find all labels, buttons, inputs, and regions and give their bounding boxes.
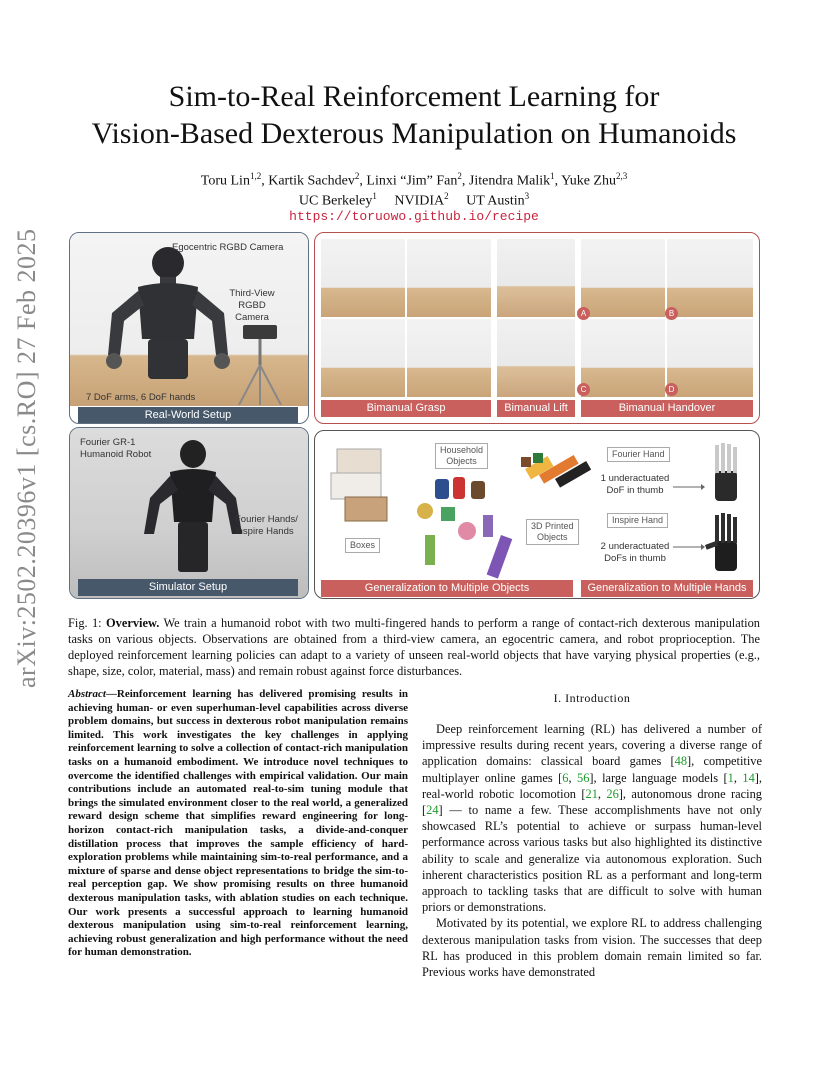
intro-text: ], autonomous drone racing [: [422, 786, 762, 818]
humanoid-robot-real-image: [98, 243, 238, 393]
inspire-hand-image: [701, 511, 749, 575]
author-sup: 1,2: [249, 171, 262, 181]
step-d-badge: D: [665, 383, 678, 396]
simulator-setup-bar: Simulator Setup: [78, 579, 298, 596]
citation-link[interactable]: 21: [585, 786, 598, 801]
robot-name-line-2: Humanoid Robot: [80, 449, 152, 460]
intro-text: ,: [568, 770, 577, 785]
affiliation-sup: 2: [444, 191, 449, 201]
abstract-lead: Abstract: [68, 688, 106, 700]
citation-link[interactable]: 6: [562, 770, 569, 785]
author: Toru Lin: [200, 173, 250, 189]
handover-image-d: [667, 319, 753, 397]
intro-paragraph-1: [422, 721, 762, 915]
handover-image-b: [667, 239, 753, 317]
title-line-2: Vision-Based Dexterous Manipulation on Humanoids: [91, 117, 737, 150]
author-sup: 1: [550, 171, 555, 181]
citation-link[interactable]: 56: [577, 770, 590, 785]
intro-text: ,: [597, 786, 607, 801]
author-list: Toru Lin$^{1,2}$, Kartik Sachdev$^2$, Linxi “Jim” Fan$^2$, Jitendra Malik$^1$, Yuke Zhu$^{2,3}$: [200, 171, 628, 189]
affiliation-sup: 3: [524, 191, 530, 201]
intro-text: Deep reinforcement learning (RL) has delivered a number of impressive results during recent years, covering a diverse range of application domains: classical board games [: [422, 722, 762, 769]
arxiv-stamp: arXiv:2502.20396v1 [cs.RO] 27 Feb 2025: [12, 228, 41, 688]
fourier-note-line-1: 1 underactuated: [600, 473, 670, 484]
bimanual-handover-bar: Bimanual Handover: [581, 400, 753, 417]
handover-image-a: [581, 239, 665, 317]
section-heading-introduction: I. Introduction: [553, 691, 631, 705]
simulator-setup-panel: [69, 427, 309, 599]
intro-text: ], real-world robotic locomotion [: [422, 770, 762, 801]
bimanual-lift-bar: Bimanual Lift: [497, 400, 575, 417]
fourier-note: [599, 473, 671, 497]
intro-text: ,: [733, 770, 743, 785]
fourier-hand-label: Fourier Hand: [607, 447, 670, 462]
fourier-hand-image: [701, 441, 749, 505]
affiliation-sup: 1: [372, 191, 377, 201]
lift-image-2: [497, 319, 575, 397]
real-world-setup-bar: Real-World Setup: [78, 407, 298, 424]
dof-note: 7 DoF arms, 6 DoF hands: [86, 392, 196, 403]
bimanual-tasks-panel: [314, 232, 760, 424]
citation-link[interactable]: 26: [606, 786, 619, 801]
printed-line-2: Objects: [537, 532, 568, 542]
household-line-1: Household: [440, 445, 484, 455]
figure-caption: [68, 615, 760, 679]
caption-bold: Overview.: [105, 616, 160, 630]
affiliation: UT Austin: [466, 193, 525, 209]
author: Jitendra Malik: [468, 173, 551, 189]
affiliation-list: [0, 191, 828, 210]
egocentric-camera-label: Egocentric RGBD Camera: [172, 242, 284, 253]
step-a-badge: A: [577, 307, 590, 320]
project-url[interactable]: https://toruowo.github.io/recipe: [289, 209, 539, 224]
step-c-badge: C: [577, 383, 590, 396]
author: Kartik Sachdev: [268, 173, 355, 189]
caption-text: We train a humanoid robot with two multi-fingered hands to perform a range of contact-rich dexterous manipulation tasks on various objects. Observations are obtained from a third-view camera, an egocentric camera, and robot proprioception. The deployed reinforcement learning policies can adapt to a variety of unseen real-world objects that have varying physical properties (e.g., shape, size, color, material, mass) and remain robust against force disturbances.: [68, 616, 760, 678]
multiple-hands-bar: Generalization to Multiple Hands: [581, 580, 753, 597]
affiliation: NVIDIA: [394, 193, 445, 209]
fourier-note-line-2: DoF in thumb: [606, 485, 664, 496]
grasp-image-3: [321, 319, 405, 397]
affiliation: UC Berkeley: [298, 193, 373, 209]
hands-line-1: Fourier Hands/: [235, 514, 298, 525]
paper-title: [0, 78, 828, 152]
caption-label: Fig. 1:: [68, 616, 102, 630]
hand-pointer-arrows: [671, 481, 705, 555]
author-sup: 2: [457, 171, 462, 181]
robot-name-line-1: Fourier GR-1: [80, 437, 136, 448]
abstract-text: —Reinforcement learning has delivered promising results in achieving human- or even superhuman-level capabilities across diverse problem domains, but success in dexterous robot manipulation remains limited. This work investigates the key challenges in applying reinforcement learning to solve a collection of contact-rich manipulation tasks on a humanoid embodiment. We introduce novel techniques to overcome the identified challenges with empirical validation. Our main contributions include an automated real-to-sim tuning module that brings the simulated environment closer to the real world, a generalized reward design scheme that simplifies reward engineering for long-horizon contact-rich manipulation tasks, a divide-and-conquer distillation process that improves the sample efficiency of hard-exploration problems while maintaining sim-to-real performance, and a mixture of sparse and dense object representations to bridge the sim-to-real perception gap. We show promising results on three humanoid dexterous manipulation tasks, with ablation studies on each technique. Our work presents a successful approach to learning humanoid dexterous manipulation using sim-to-real reinforcement learning, achieving robust generalization and high performance without the need for human demonstration.: [68, 688, 408, 959]
inspire-note-line-1: 2 underactuated: [600, 541, 670, 552]
humanoid-robot-sim-image: [138, 438, 248, 578]
robot-name-label: [80, 437, 151, 461]
grasp-image-4: [407, 319, 491, 397]
real-world-setup-panel: [69, 232, 309, 424]
handover-image-c: [581, 319, 665, 397]
citation-link[interactable]: 14: [742, 770, 755, 785]
hands-line-2: Inspire Hands: [235, 526, 294, 537]
author: Yuke Zhu: [561, 173, 616, 189]
author: Linxi “Jim” Fan: [366, 173, 458, 189]
printed-objects-label: [526, 519, 579, 545]
author-sup: 2: [354, 171, 360, 181]
third-view-camera-label: [222, 288, 282, 324]
inspire-hand-label: Inspire Hand: [607, 513, 668, 528]
step-b-badge: B: [665, 307, 678, 320]
intro-text: ], large language models [: [589, 770, 728, 785]
intro-text: ], competitive multiplayer online games [: [422, 754, 762, 785]
lift-image-1: [497, 239, 575, 317]
bimanual-grasp-bar: Bimanual Grasp: [321, 400, 491, 417]
citation-link[interactable]: 24: [426, 803, 439, 818]
camera-tripod-image: [225, 325, 295, 405]
intro-paragraph-2: Motivated by its potential, we explore RL to address challenging dexterous manipulation tasks from vision. The successes that deep RL has produced in this problem domain remain limited so far. Previous works have demonstrated: [422, 916, 762, 980]
introduction-body: [422, 721, 762, 980]
multiple-objects-bar: Generalization to Multiple Objects: [321, 580, 573, 597]
third-view-camera-line-1: Third-View: [229, 288, 275, 299]
grasp-image-2: [407, 239, 491, 317]
citation-link[interactable]: 48: [674, 754, 688, 769]
household-objects-label: [435, 443, 488, 469]
household-line-2: Objects: [446, 456, 477, 466]
citation-link[interactable]: 1: [727, 770, 734, 785]
intro-text: ] — to name a few. These accomplishments have not only showcased RL’s potential to achieve or surpass human-level performance across various tasks but also highlighted its distinctive ability to scale and generalize via autonomous exploration. Such inherent characteristics position RL as a performant and long-term approach to tackling tasks that are difficult to solve with human priors or demonstrations.: [422, 803, 762, 915]
hands-label: [235, 514, 298, 538]
printed-line-1: 3D Printed: [531, 521, 574, 531]
objects-panel: [314, 430, 760, 599]
title-line-1: Sim-to-Real Reinforcement Learning for: [168, 80, 660, 113]
inspire-note: [599, 541, 671, 565]
abstract: [68, 688, 408, 960]
grasp-image-1: [321, 239, 405, 317]
inspire-note-line-2: DoFs in thumb: [604, 553, 666, 564]
third-view-camera-line-2: RGBD Camera: [235, 300, 269, 323]
author-sup: 2,3: [615, 171, 628, 181]
boxes-label: Boxes: [345, 538, 380, 553]
